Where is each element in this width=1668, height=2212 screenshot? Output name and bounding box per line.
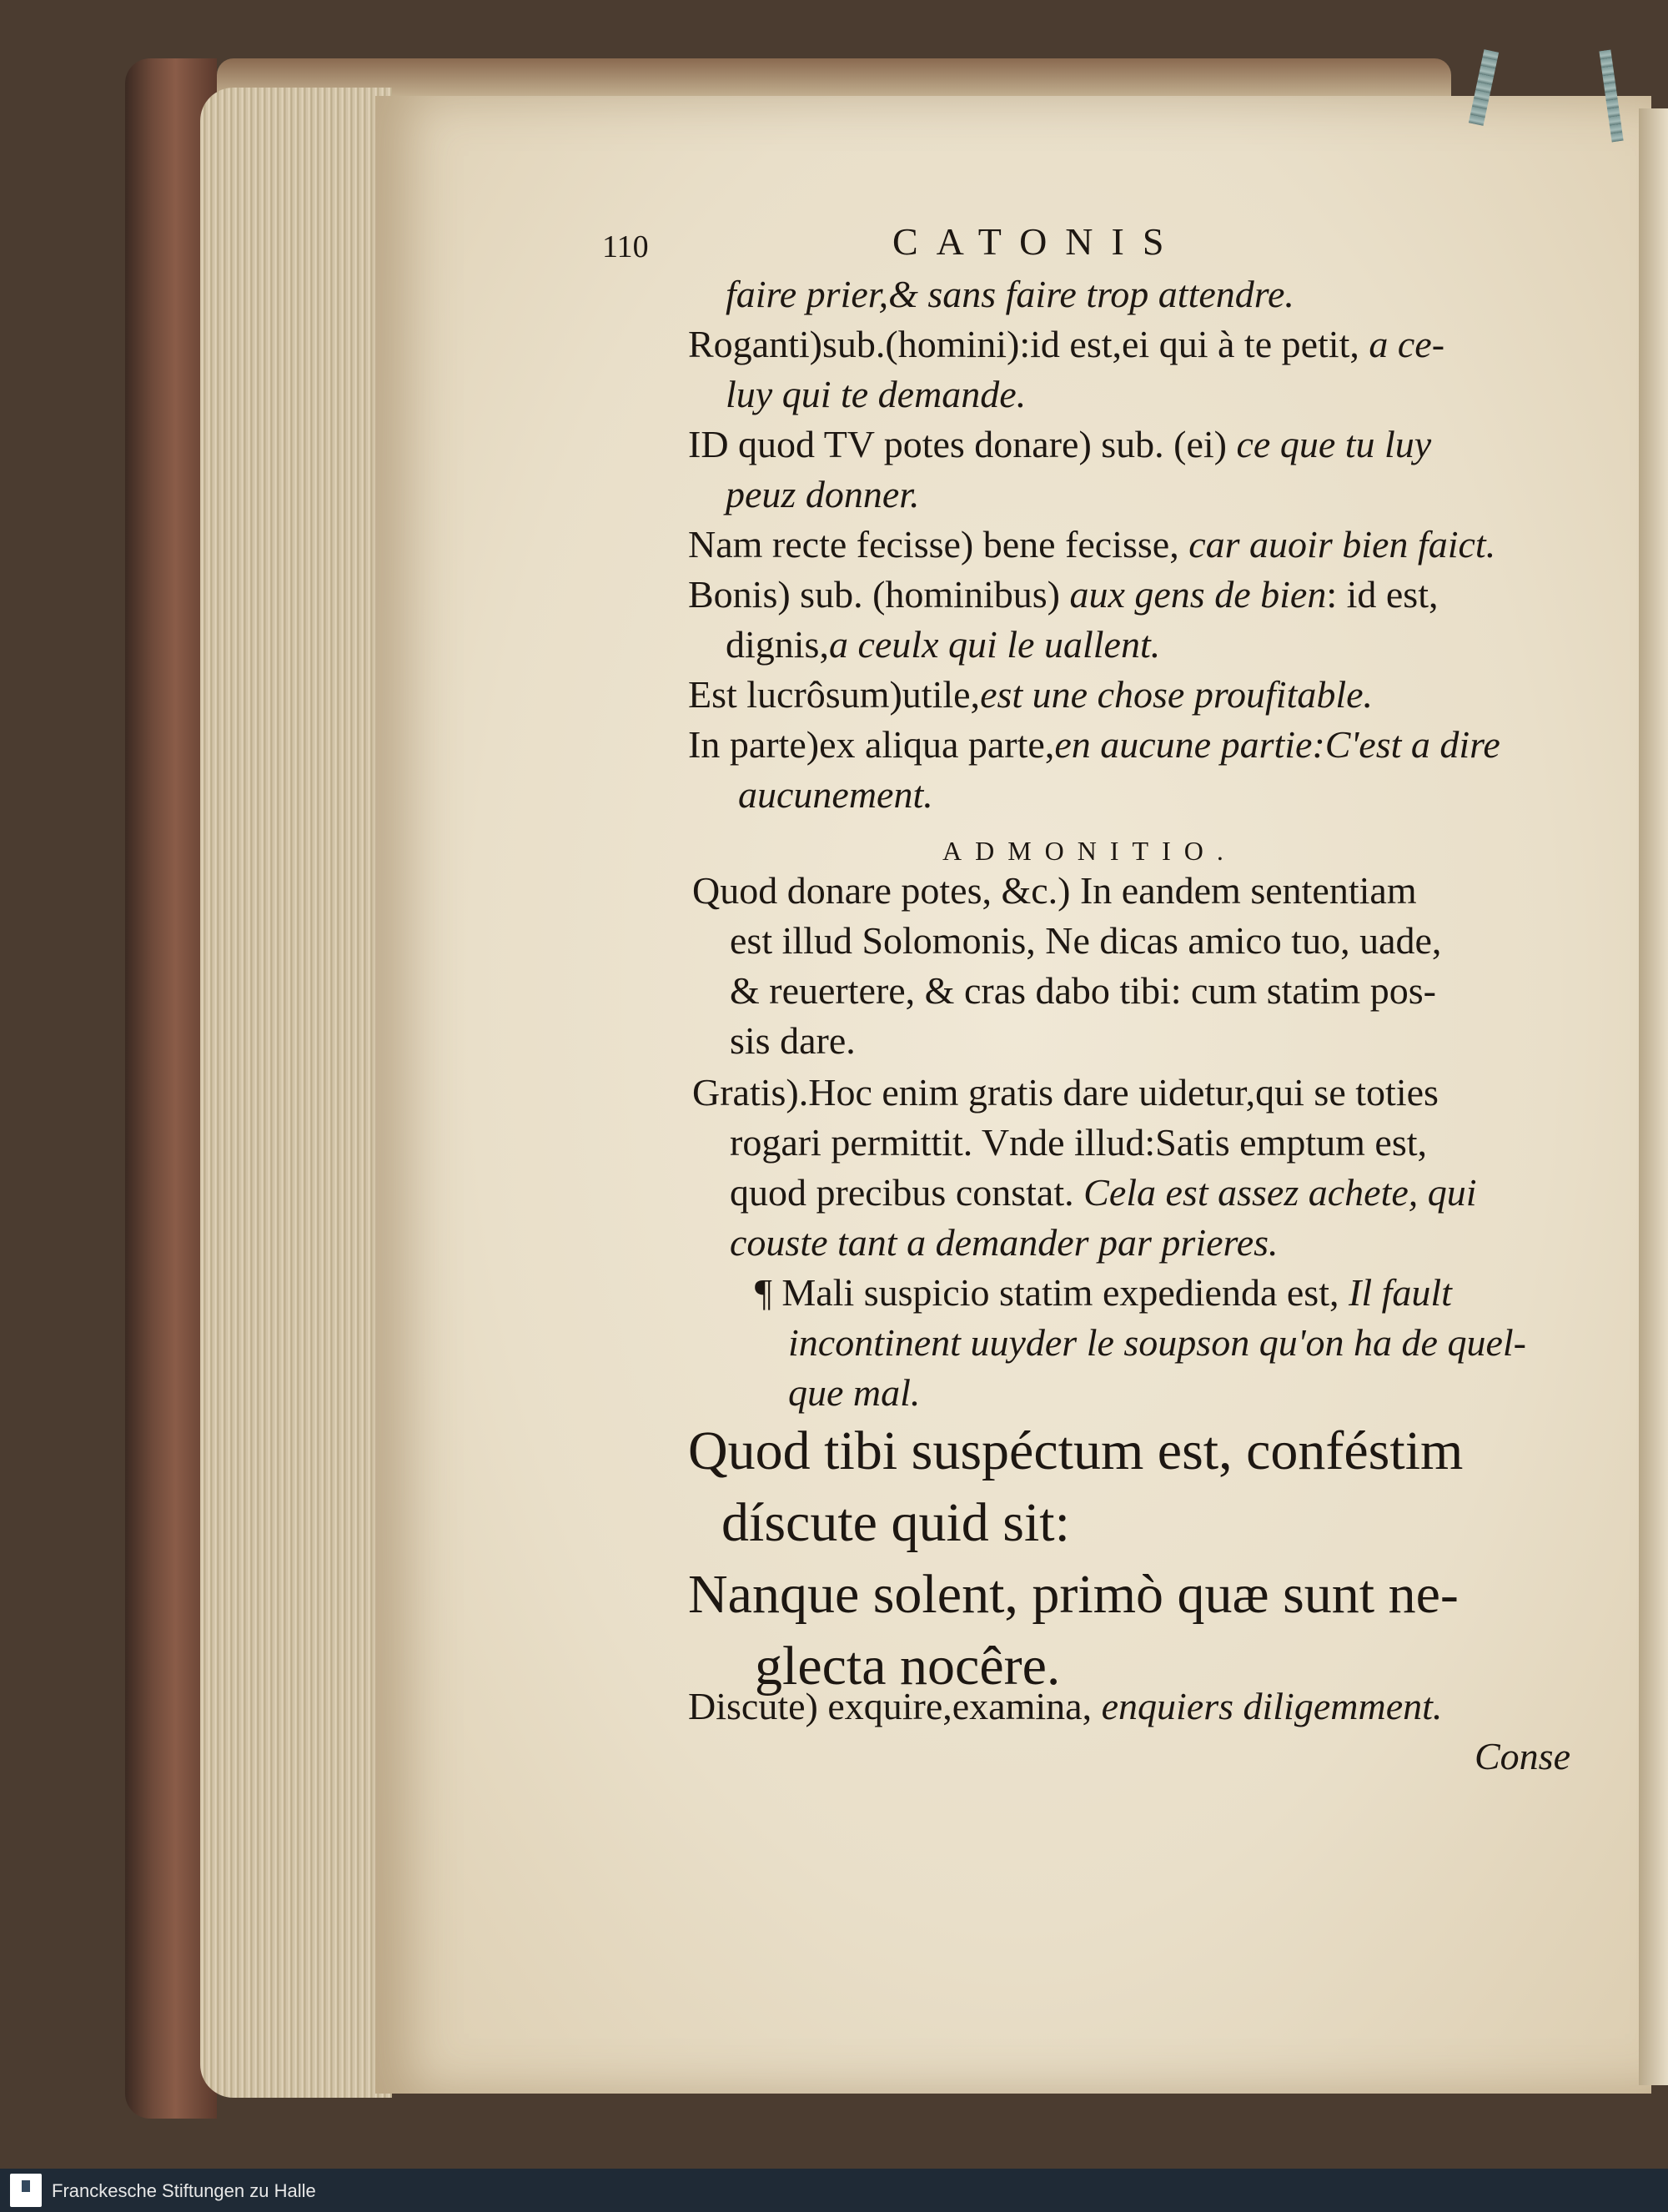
catchword: Conse [1475,1735,1570,1777]
book-top-edge [217,58,1451,100]
text-line: Roganti)sub.(homini):id est,ei qui à te petit, a ce- [688,323,1445,365]
institution-logo-icon [10,2174,42,2207]
text-line: Nam recte fecisse) bene fecisse, car auoir bien faict. [688,523,1496,566]
text-line: luy qui te demande. [726,373,1027,415]
text-line: est illud Solomonis, Ne dicas amico tuo, uade, [730,919,1442,962]
facing-page-edge [1639,108,1668,2085]
text-line: Est lucrôsum)utile,est une chose proufitable. [688,673,1374,716]
running-head: CATONIS [892,220,1183,263]
footer-institution-name: Franckesche Stiftungen zu Halle [52,2180,316,2201]
text-line: faire prier,& sans faire trop attendre. [726,273,1294,315]
verse-line: Nanque solent, primò quæ sunt ne- [688,1564,1459,1625]
text-line: dignis,a ceulx qui le uallent. [726,623,1161,666]
page-stack-edges [200,88,392,2098]
text-line: Bonis) sub. (hominibus) aux gens de bien: id est, [688,573,1439,616]
footer-bar [0,2169,1668,2212]
logo-mark [22,2180,30,2192]
page-number: 110 [602,229,649,264]
text-line: incontinent uuyder le soupson qu'on ha de quel- [788,1321,1526,1364]
text-line: rogari permittit. Vnde illud:Satis emptum est, [730,1121,1427,1164]
text-line: peuz donner. [726,473,920,515]
text-line: couste tant a demander par prieres. [730,1221,1279,1264]
verse-line: díscute quid sit: [721,1492,1070,1553]
text-line: Quod donare potes, &c.) In eandem sententiam [692,869,1417,912]
text-line: & reuertere, & cras dabo tibi: cum statim pos- [730,969,1436,1012]
section-heading: ADMONITIO. [942,836,1237,866]
text-line: que mal. [788,1371,921,1414]
text-line: Gratis).Hoc enim gratis dare uidetur,qui se toties [692,1071,1439,1114]
text-line: quod precibus constat. Cela est assez achete, qui [730,1171,1477,1214]
verse-line: glecta nocêre. [755,1636,1061,1697]
text-line: Discute) exquire,examina, enquiers diligemment. [688,1685,1443,1727]
text-line: sis dare. [730,1019,856,1062]
text-line: ¶ Mali suspicio statim expedienda est, Il fault [755,1271,1452,1314]
text-line: aucunement. [738,773,933,816]
text-line: ID quod TV potes donare) sub. (ei) ce que tu luy [688,423,1432,465]
text-line: In parte)ex aliqua parte,en aucune partie:C'est a dire [688,723,1500,766]
verse-line: Quod tibi suspéctum est, conféstim [688,1420,1464,1481]
